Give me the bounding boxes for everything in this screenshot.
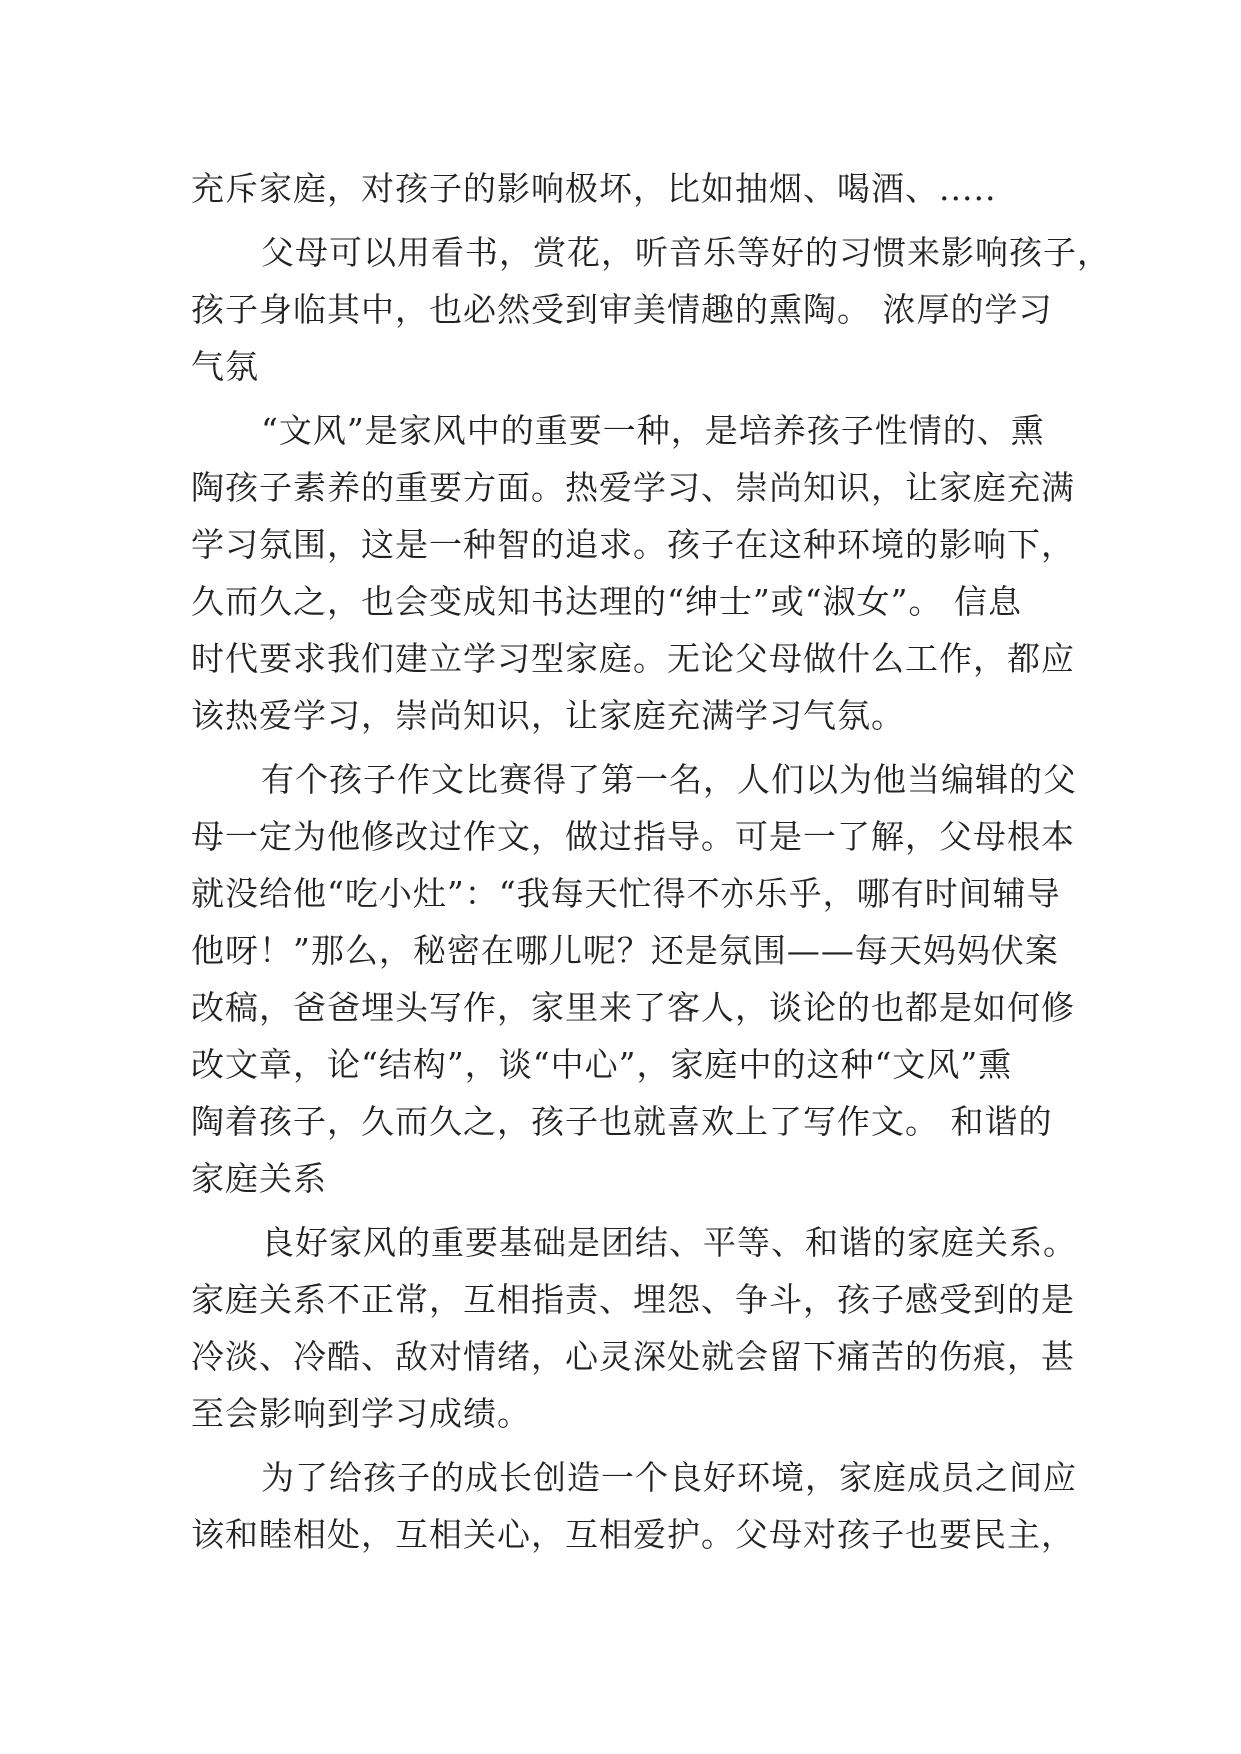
paragraph-first-line: 父母可以用看书，赏花，听音乐等好的习惯来影响孩子， — [261, 233, 1111, 272]
text-line: 时代要求我们建立学习型家庭。无论父母做什么工作，都应 — [191, 639, 1075, 678]
text-line: 他呀！”那么，秘密在哪儿呢？还是氛围——每天妈妈伏案 — [191, 931, 1059, 970]
text-line: 家庭关系不正常，互相指责、埋怨、争斗，孩子感受到的是 — [191, 1280, 1075, 1319]
paragraph-first-line: 良好家风的重要基础是团结、平等、和谐的家庭关系。 — [261, 1223, 1077, 1262]
text-line: 该和睦相处，互相关心，互相爱护。父母对孩子也要民主， — [191, 1515, 1075, 1554]
document-body — [191, 160, 1111, 1563]
text-line: 就没给他“吃小灶”：“我每天忙得不亦乐乎，哪有时间辅导 — [191, 874, 1061, 913]
text-line: 陶孩子素养的重要方面。热爱学习、崇尚知识，让家庭充满 — [191, 468, 1075, 507]
text-line: 气氛 — [191, 347, 259, 386]
text-line: 母一定为他修改过作文，做过指导。可是一了解，父母根本 — [191, 817, 1075, 856]
text-line: 家庭关系 — [191, 1159, 327, 1198]
paragraph-first-line: 为了给孩子的成长创造一个良好环境，家庭成员之间应 — [261, 1458, 1077, 1497]
text-line: 至会影响到学习成绩。 — [191, 1394, 531, 1433]
text-line: 陶着孩子，久而久之，孩子也就喜欢上了写作文。 和谐的 — [191, 1102, 1053, 1141]
text-line: 该热爱学习，崇尚知识，让家庭充满学习气氛。 — [191, 696, 905, 735]
paragraph-first-line: 有个孩子作文比赛得了第一名，人们以为他当编辑的父 — [261, 760, 1077, 799]
paragraph-first-line: “文风”是家风中的重要一种，是培养孩子性情的、熏 — [261, 411, 1045, 450]
text-line: 改稿，爸爸埋头写作，家里来了客人，谈论的也都是如何修 — [191, 988, 1075, 1027]
text-line: 充斥家庭，对孩子的影响极坏，比如抽烟、喝酒、..... — [191, 169, 997, 208]
text-line: 学习氛围，这是一种智的追求。孩子在这种环境的影响下， — [191, 525, 1075, 564]
text-line: 冷淡、冷酷、敌对情绪，心灵深处就会留下痛苦的伤痕，甚 — [191, 1337, 1075, 1376]
text-line: 久而久之，也会变成知书达理的“绅士”或“淑女”。 信息 — [191, 582, 1022, 621]
text-line: 孩子身临其中，也必然受到审美情趣的熏陶。 浓厚的学习 — [191, 290, 1053, 329]
text-line: 改文章，论“结构”，谈“中心”，家庭中的这种“文风”熏 — [191, 1045, 1013, 1084]
